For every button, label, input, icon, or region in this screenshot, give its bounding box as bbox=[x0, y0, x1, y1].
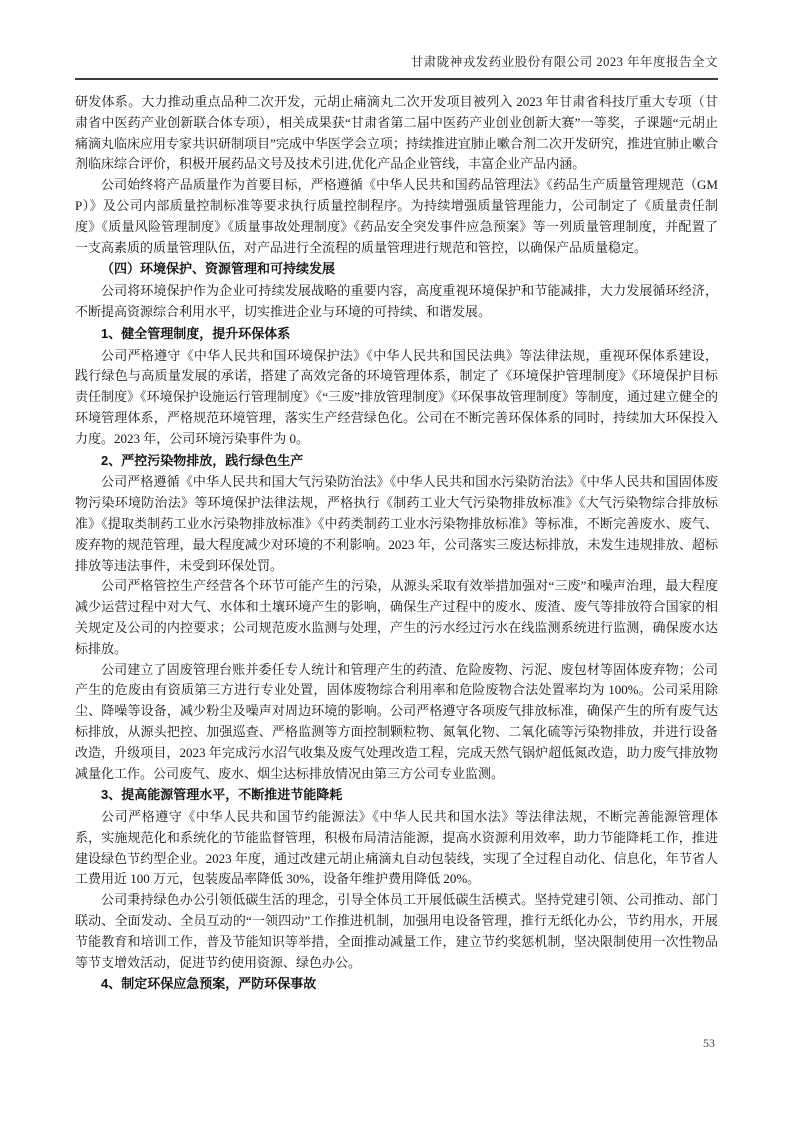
section-heading: （四）环境保护、资源管理和可持续发展 bbox=[101, 261, 336, 277]
body-paragraph: 研发体系。大力推动重点品种二次开发，元胡止痛滴丸二次开发项目被列入 2023 年甘肃省科技厅重大专项（甘肃省中医药产业创新联合体专项），相关成果获“甘肃省第二届中医药产业创业创新大赛”一等奖，子课题“元胡止痛滴丸临床应用专家共识研制项目”完成中华医学会立项；持续推进宜肺止嗽合剂二次开发研究，推进宜肺止嗽合剂临床综合评价，积极开展药品文号及技术引进,优化产品企业管线，丰富企业产品内涵。 bbox=[75, 94, 718, 172]
page-header-title: 甘肃陇神戎发药业股份有限公司 2023 年年度报告全文 bbox=[75, 52, 718, 80]
body-paragraph: 公司严格遵守《中华人民共和国节约能源法》《中华人民共和国水法》等法律法规，不断完善能源管理体系，实施规范化和系统化的节能监督管理，积极布局清洁能源，提高水资源利用效率，助力节能降耗工作，推进建设绿色节约型企业。2023 年度，通过改建元胡止痛滴丸自动包装线，实现了全过程自动化、信息化，年节省人工费用近 100 万元，包装废品率降低 30%，设备年维护费用降低 20%。 bbox=[75, 809, 718, 887]
body-paragraph: 公司始终将产品质量作为首要目标，严格遵循《中华人民共和国药品管理法》《药品生产质量管理规范（GMP）》及公司内部质量控制标准等要求执行质量控制程序。为持续增强质量管理能力，公司制定了《质量责任制度》《质量风险管理制度》《质量事故处理制度》《药品安全突发事件应急预案》等一列质量管理制度，并配置了一支高素质的质量管理队伍，对产品进行全流程的质量管理进行规范和管控，以确保产品质量稳定。 bbox=[75, 177, 718, 255]
document-body bbox=[75, 92, 718, 996]
section-heading: 4、制定环保应急预案，严防环保事故 bbox=[101, 976, 317, 992]
section-heading: 3、提高能源管理水平，不断推进节能降耗 bbox=[101, 787, 343, 803]
body-paragraph: 公司严格遵循《中华人民共和国大气污染防治法》《中华人民共和国水污染防治法》《中华人民共和国固体废物污染环境防治法》等环境保护法律法规，严格执行《制药工业大气污染物排放标准》《大气污染物综合排放标准》《提取类制药工业水污染物排放标准》《中药类制药工业水污染物排放标准》等标准，不断完善废水、废气、废弃物的规范管理，最大程度减少对环境的不利影响。2023 年，公司落实三废达标排放，未发生违规排放、超标排放等违法事件，未受到环保处罚。 bbox=[75, 474, 718, 573]
body-paragraph: 公司严格管控生产经营各个环节可能产生的污染，从源头采取有效举措加强对“三废”和噪声治理，最大程度减少运营过程中对大气、水体和土壤环境产生的影响，确保生产过程中的废水、废渣、废气等排放符合国家的相关规定及公司的内控要求；公司规范废水监测与处理，产生的污水经过污水在线监测系统进行监测，确保废水达标排放。 bbox=[75, 578, 718, 656]
page-number: 53 bbox=[703, 1036, 715, 1050]
body-paragraph: 公司严格遵守《中华人民共和国环境保护法》《中华人民共和国民法典》等法律法规，重视环保体系建设，践行绿色与高质量发展的承诺，搭建了高效完备的环境管理体系，制定了《环境保护管理制度》《环境保护目标责任制度》《环境保护设施运行管理制度》《“三废”排放管理制度》《环保事故管理制度》等制度，通过建立健全的环境管理体系，严格规范环境管理，落实生产经营绿色化。公司在不断完善环保体系的同时，持续加大环保投入力度。2023 年，公司环境污染事件为 0。 bbox=[75, 347, 718, 446]
body-paragraph: 公司秉持绿色办公引领低碳生活的理念，引导全体员工开展低碳生活模式。坚持党建引领、公司推动、部门联动、全面发动、全员互动的“一领四动”工作推进机制，加强用电设备管理，推行无纸化办公，节约用水，开展节能教育和培训工作，普及节能知识等举措，全面推动减量工作，建立节约奖惩机制，坚决限制使用一次性物品等节支增效活动，促进节约使用资源、绿色办公。 bbox=[75, 892, 718, 970]
section-heading: 1、健全管理制度，提升环保体系 bbox=[101, 325, 291, 341]
body-paragraph: 公司建立了固废管理台账并委任专人统计和管理产生的药渣、危险废物、污泥、废包材等固体废弃物；公司产生的危废由有资质第三方进行专业处置，固体废物综合利用率和危险废物合法处置率均为 100%。公司采用除尘、降噪等设备，减少粉尘及噪声对周边环境的影响。公司严格遵守各项废气排放标准，确保产生的所有废气达标排放，从源头把控、加强巡查、严格监测等方面控制颗粒物、氮氧化物、二氧化硫等污染物排放，并进行设备改造，升级项目，2023 年完成污水沼气收集及废气处理改造工程，完成天然气锅炉超低氮改造，助力废气排放物减量化工作。公司废气、废水、烟尘达标排放情况由第三方公司专业监测。 bbox=[75, 661, 718, 781]
section-heading: 2、严控污染物排放，践行绿色生产 bbox=[101, 452, 304, 468]
body-paragraph: 公司将环境保护作为企业可持续发展战略的重要内容，高度重视环境保护和节能减排，大力发展循环经济，不断提高资源综合利用水平，切实推进企业与环境的可持续、和谐发展。 bbox=[75, 283, 718, 319]
